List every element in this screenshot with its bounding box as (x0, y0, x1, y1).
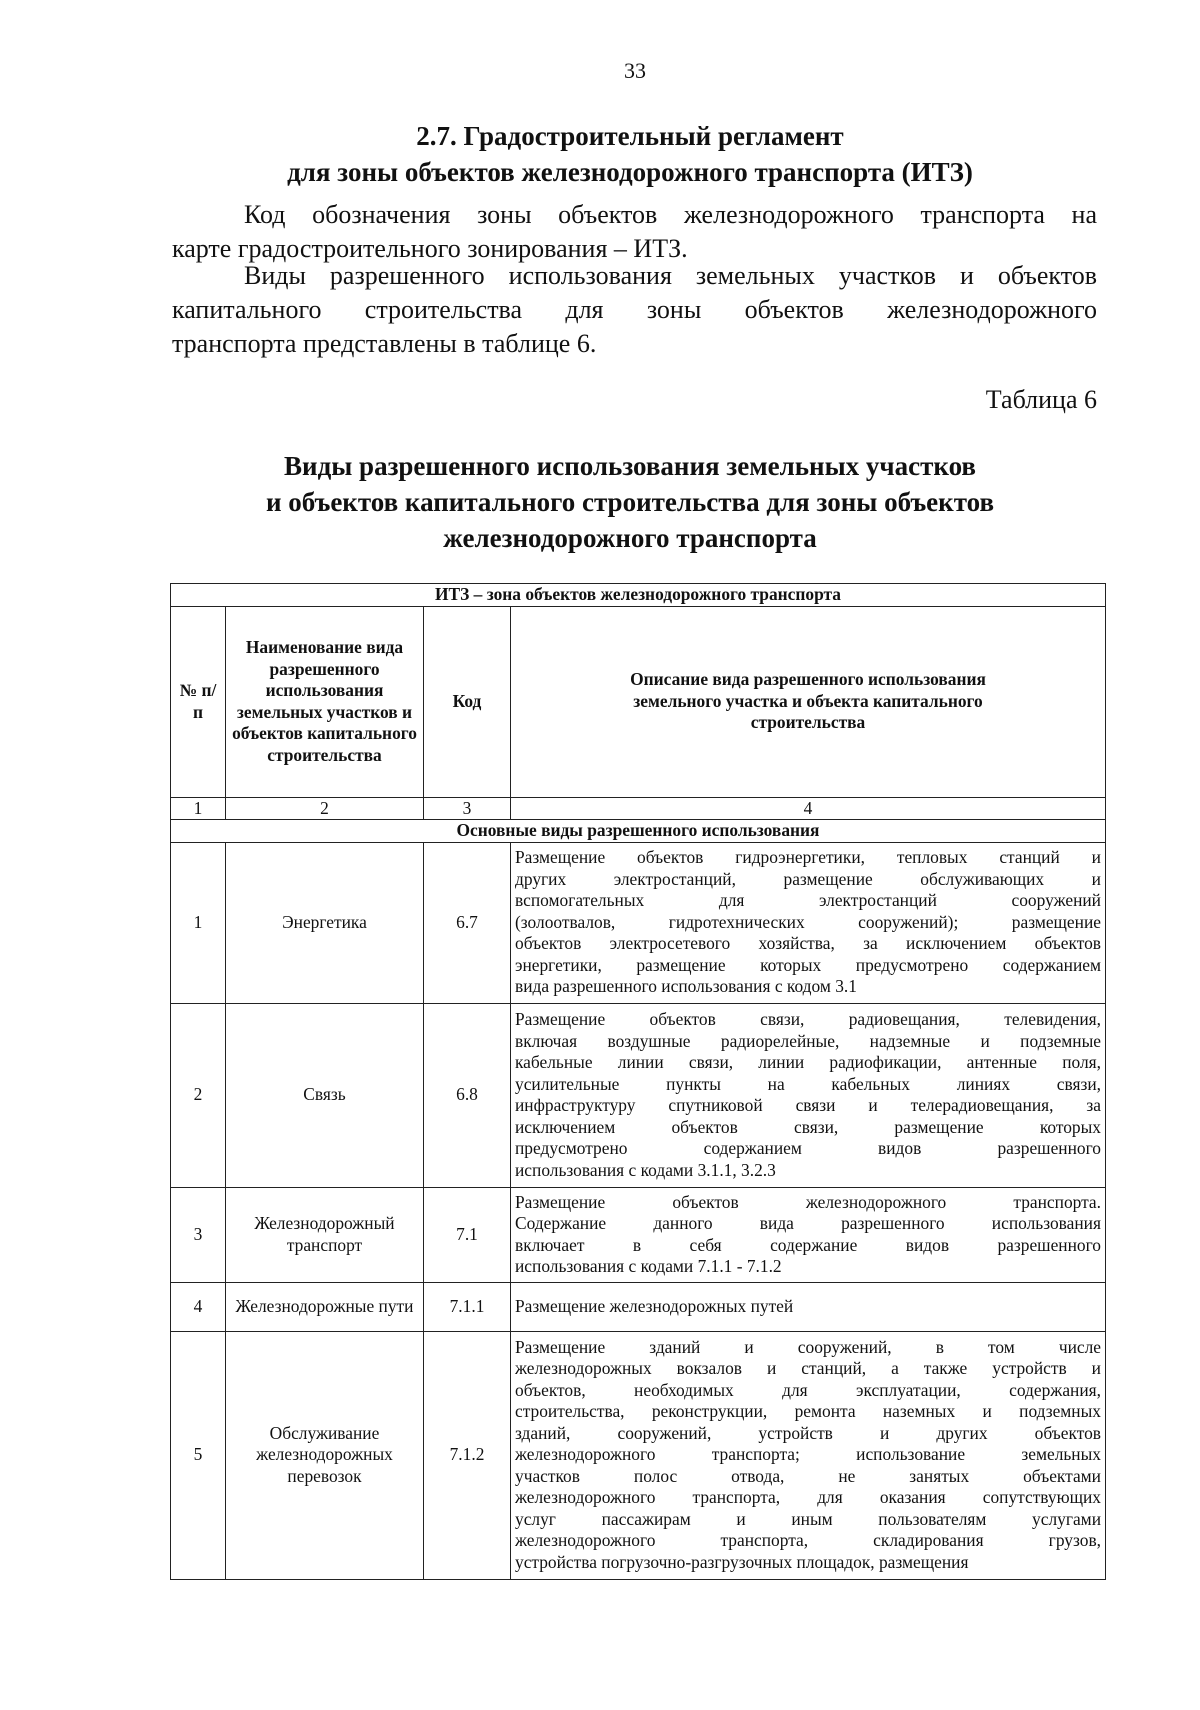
zone-header: ИТЗ – зона объектов железнодорожного транспорта (171, 584, 1106, 607)
description-line: объектов, необходимых для эксплуатации, содержания, (515, 1379, 1101, 1400)
description-line: услуг пассажирам и иным пользователям услугами (515, 1508, 1101, 1529)
usage-intro-paragraph (172, 259, 1097, 361)
land-use-table (170, 583, 1106, 1580)
column-number: 4 (511, 797, 1106, 820)
row-num: 3 (171, 1187, 226, 1282)
table-title (160, 448, 1100, 556)
row-name: Энергетика (226, 842, 424, 1003)
row-num: 1 (171, 842, 226, 1003)
description-line: Размещение объектов железнодорожного транспорта. (515, 1191, 1101, 1212)
column-number-row (171, 797, 1106, 820)
row-num: 4 (171, 1282, 226, 1331)
zone-header-row (171, 584, 1106, 607)
description-line: кабельные линии связи, линии радиофикации, антенные поля, (515, 1052, 1101, 1072)
row-code: 7.1.2 (424, 1331, 511, 1579)
description-line: предусмотрено содержанием видов разрешенного (515, 1138, 1101, 1158)
row-description (511, 1331, 1106, 1579)
paragraph-line: Виды разрешенного использования земельных участков и объектов (244, 261, 1097, 290)
row-name: Железнодорожные пути (226, 1282, 424, 1331)
zone-code-paragraph (172, 198, 1097, 266)
header-num: № п/п (171, 606, 226, 797)
description-line: использования с кодами 7.1.1 - 7.1.2 (515, 1256, 782, 1276)
table-row (171, 1187, 1106, 1282)
header-name: Наименование вида разрешенного использования земельных участков и объектов капитального строительства (226, 606, 424, 797)
section-title-line: 2.7. Градостроительный регламент (416, 121, 844, 151)
description-line: других электростанций, размещение обслуживающих и (515, 868, 1101, 889)
table-title-line: железнодорожного транспорта (443, 523, 817, 553)
row-name: Обслуживание железнодорожных перевозок (226, 1331, 424, 1579)
row-code: 6.8 (424, 1003, 511, 1187)
row-description (511, 1282, 1106, 1331)
row-code: 6.7 (424, 842, 511, 1003)
description-line: Размещение зданий и сооружений, в том числе (515, 1336, 1101, 1357)
table-title-line: и объектов капитального строительства для зоны объектов (265, 487, 995, 517)
row-num: 5 (171, 1331, 226, 1579)
table-row (171, 1282, 1106, 1331)
description-line: железнодорожного транспорта, складирования грузов, (515, 1530, 1101, 1551)
description-line: использования с кодами 3.1.1, 3.2.3 (515, 1159, 776, 1180)
description-line: железнодорожного транспорта; использование земельных (515, 1444, 1101, 1465)
row-code: 7.1.1 (424, 1282, 511, 1331)
description-line: энергетики, размещение которых предусмотрено содержанием (515, 954, 1101, 975)
column-header-row (171, 606, 1106, 797)
row-description (511, 1187, 1106, 1282)
column-number: 1 (171, 797, 226, 820)
table-row (171, 842, 1106, 1003)
description-line: включая воздушные радиорелейные, надземные и подземные (515, 1030, 1101, 1051)
description-line: объектов электросетевого хозяйства, за исключением объектов (515, 933, 1101, 954)
row-code: 7.1 (424, 1187, 511, 1282)
section-title (160, 118, 1100, 190)
description-line: Размещение железнодорожных путей (515, 1295, 794, 1316)
description-line: железнодорожных вокзалов и станций, а также устройств и (515, 1358, 1101, 1379)
row-description (511, 1003, 1106, 1187)
description-line: вспомогательных для электростанций сооружений (515, 890, 1101, 911)
description-line: вида разрешенного использования с кодом 3.1 (515, 976, 857, 997)
description-line: участков полос отвода, не занятых объектами (515, 1465, 1101, 1486)
description-line: Размещение объектов связи, радиовещания, телевидения, (515, 1009, 1101, 1029)
description-line: инфраструктуру спутниковой связи и телерадиовещания, за (515, 1095, 1101, 1115)
description-line: включает в себя содержание видов разрешенного (515, 1234, 1101, 1255)
group-header: Основные виды разрешенного использования (171, 820, 1106, 843)
header-description: Описание вида разрешенного использования земельного участка и объекта капитального строительства (511, 606, 1106, 797)
description-line: зданий, сооружений, устройств и других объектов (515, 1422, 1101, 1443)
description-line: строительства, реконструкции, ремонта наземных и подземных (515, 1401, 1101, 1422)
description-line: (золоотвалов, гидротехнических сооружений); размещение (515, 911, 1101, 932)
section-title-line: для зоны объектов железнодорожного транспорта (ИТЗ) (287, 157, 973, 187)
description-line: усилительные пункты на кабельных линиях связи, (515, 1073, 1101, 1094)
table-row (171, 1331, 1106, 1579)
column-number: 3 (424, 797, 511, 820)
description-line: исключением объектов связи, размещение которых (515, 1116, 1101, 1137)
description-line: Содержание данного вида разрешенного использования (515, 1213, 1101, 1233)
description-line: железнодорожного транспорта, для оказания сопутствующих (515, 1487, 1101, 1508)
header-code: Код (424, 606, 511, 797)
row-num: 2 (171, 1003, 226, 1187)
description-line: Размещение объектов гидроэнергетики, тепловых станций и (515, 847, 1101, 868)
paragraph-line: карте градостроительного зонирования – ИТЗ. (172, 234, 688, 263)
paragraph-line: Код обозначения зоны объектов железнодорожного транспорта на (244, 200, 1097, 229)
paragraph-line: капитального строительства для зоны объектов железнодорожного (172, 295, 1097, 324)
table-title-line: Виды разрешенного использования земельных участков (284, 451, 976, 481)
table-row (171, 1003, 1106, 1187)
column-number: 2 (226, 797, 424, 820)
group-header-row (171, 820, 1106, 843)
row-name: Связь (226, 1003, 424, 1187)
row-name: Железнодорожный транспорт (226, 1187, 424, 1282)
paragraph-line: транспорта представлены в таблице 6. (172, 329, 597, 358)
description-line: устройства погрузочно-разгрузочных площадок, размещения (515, 1551, 969, 1572)
table-label: Таблица 6 (985, 385, 1097, 414)
page-number: 33 (624, 58, 646, 83)
row-description (511, 842, 1106, 1003)
